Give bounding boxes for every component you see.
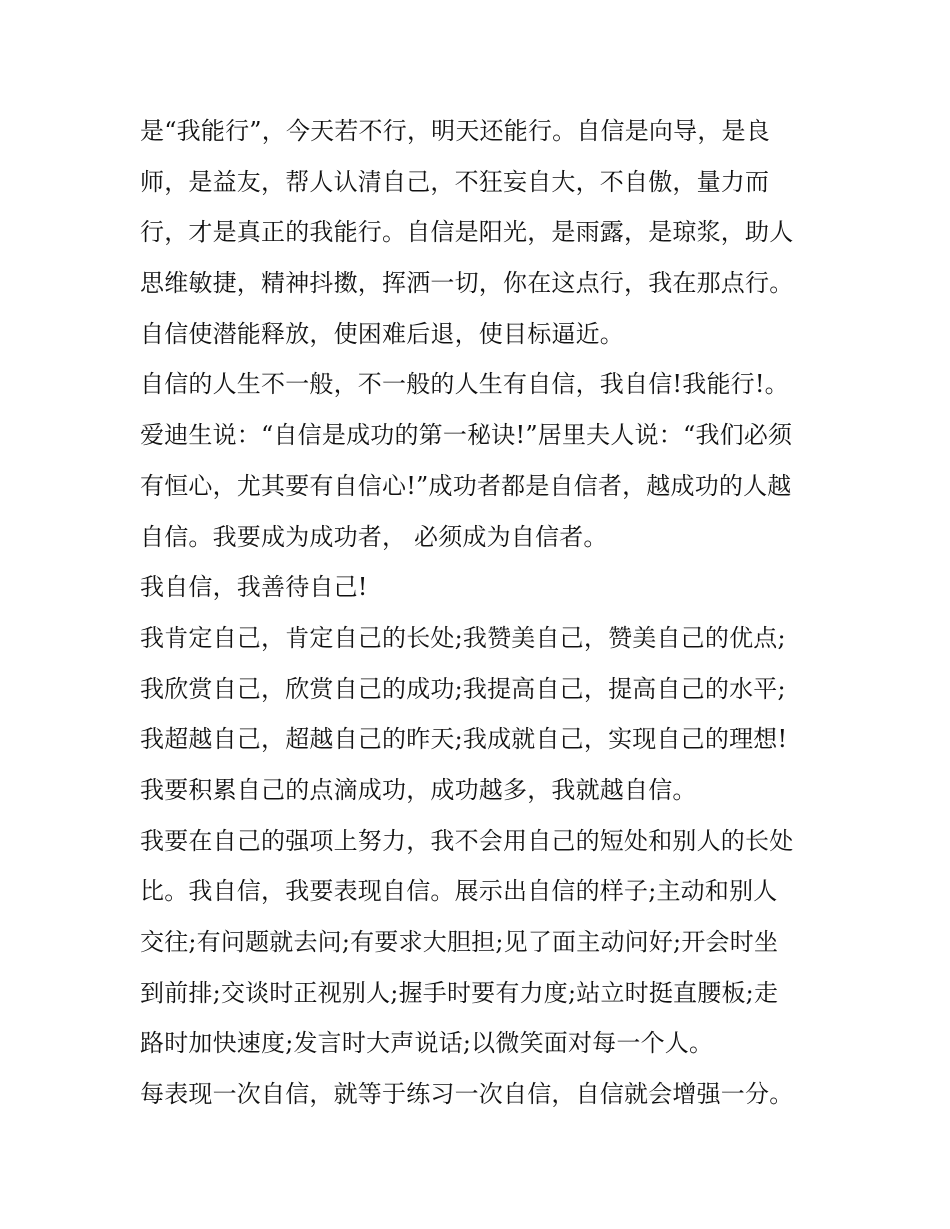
text-line: 我欣赏自己，欣赏自己的成功;我提高自己，提高自己的水平; [140, 674, 786, 703]
text-line: 比。我自信，我要表现自信。展示出自信的样子;主动和别人 [140, 877, 778, 906]
text-line: 师，是益友，帮人认清自己，不狂妄自大，不自傲，量力而 [140, 167, 770, 196]
text-line: 自信使潜能释放，使困难后退，使目标逼近。 [140, 319, 624, 348]
text-line: 我肯定自己，肯定自己的长处;我赞美自己，赞美自己的优点; [140, 623, 786, 652]
text-line: 到前排;交谈时正视别人;握手时要有力度;站立时挺直腰板;走 [140, 978, 779, 1007]
text-line: 思维敏捷，精神抖擞，挥洒一切，你在这点行，我在那点行。 [140, 269, 794, 298]
text-line: 我要在自己的强项上努力，我不会用自己的短处和别人的长处 [140, 826, 794, 855]
text-line: 行，才是真正的我能行。自信是阳光，是雨露，是琼浆，助人 [140, 218, 794, 247]
text-line: 我超越自己，超越自己的昨天;我成就自己，实现自己的理想! [140, 725, 788, 754]
text-line: 爱迪生说：“自信是成功的第一秘诀!”居里夫人说：“我们必须 [140, 421, 793, 450]
text-line: 我要积累自己的点滴成功，成功越多，我就越自信。 [140, 775, 697, 804]
text-line: 我自信，我善待自己! [140, 573, 368, 602]
text-line: 自信。我要成为成功者， 必须成为自信者。 [140, 522, 608, 551]
document-body [140, 106, 830, 1120]
text-line: 是“我能行”，今天若不行，明天还能行。自信是向导，是良 [140, 117, 770, 145]
text-line: 有恒心，尤其要有自信心!”成功者都是自信者，越成功的人越 [140, 471, 792, 500]
text-line: 自信的人生不一般，不一般的人生有自信，我自信!我能行!。 [140, 370, 789, 399]
text-line: 交往;有问题就去问;有要求大胆担;见了面主动问好;开会时坐 [140, 928, 779, 956]
text-line: 路时加快速度;发言时大声说话;以微笑面对每一个人。 [140, 1029, 714, 1058]
text-line: 每表现一次自信，就等于练习一次自信，自信就会增强一分。 [140, 1080, 794, 1109]
